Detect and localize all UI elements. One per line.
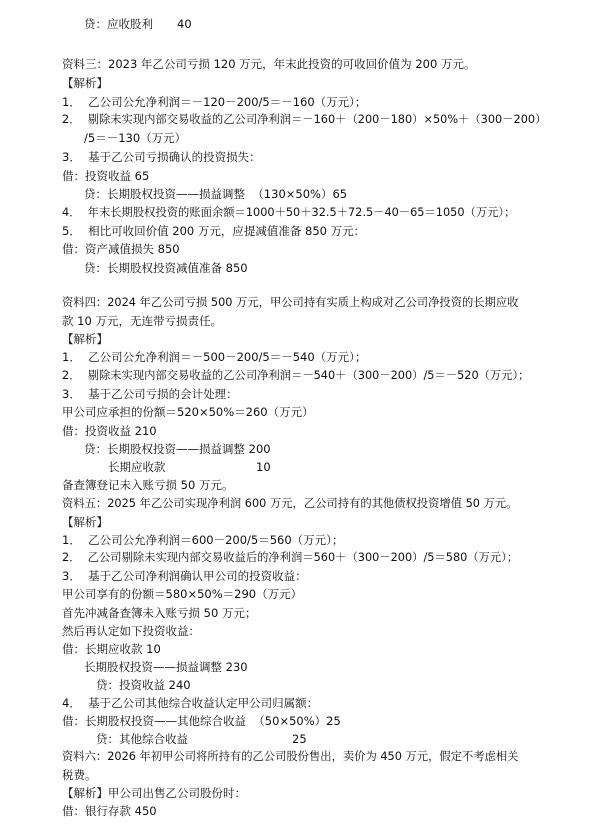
- list-item: [0, 110, 600, 130]
- text-line: 长期应收款: [108, 460, 166, 474]
- entry-amount: 40: [177, 17, 192, 31]
- text-line: 借：投资收益 210: [62, 424, 157, 438]
- list-item: [0, 347, 600, 367]
- list-item: [0, 693, 600, 713]
- entry-amount: 25: [292, 732, 307, 746]
- text-line: 贷：长期股权投资——损益调整 200: [84, 442, 271, 456]
- list-item: [0, 530, 600, 550]
- text-line: /5＝－130（万元）: [84, 131, 187, 145]
- journal-entry-credit: [0, 457, 600, 477]
- journal-entry-credit: [0, 258, 600, 278]
- text-line: 5． 相比可收回价值 200 万元，应提减值准备 850 万元：: [62, 224, 366, 238]
- list-item: [0, 548, 600, 568]
- journal-entry-credit: [0, 439, 600, 459]
- journal-entry-debit: [0, 239, 600, 259]
- text-line: 甲公司应承担的份额＝520×50%＝260（万元）: [62, 405, 314, 419]
- memo-line: [0, 603, 600, 623]
- material-4-heading-continuation: [0, 311, 600, 331]
- text-line: 借：长期应收款 10: [62, 642, 161, 656]
- text-line: 然后再认定如下投资收益：: [62, 624, 200, 638]
- text-line: 借：银行存款 450: [62, 804, 157, 818]
- text-line: 2． 乙公司剔除未实现内部交易收益后的净利润＝560＋（300－200）/5＝580（万元）；: [62, 551, 519, 564]
- list-item: [0, 92, 600, 112]
- calculation-line: [0, 584, 600, 604]
- text-line: 贷：长期股权投资——损益调整 （130×50%）65: [84, 187, 348, 201]
- material-3-heading: [0, 54, 600, 74]
- text-line: 资料五：2025 年乙公司实现净利润 600 万元，乙公司持有的其他债权投资增值 50 万元。: [62, 497, 518, 510]
- journal-entry-debit: [0, 801, 600, 821]
- text-line: 1． 乙公司公允净利润＝－500－200/5＝－540（万元）；: [62, 350, 367, 364]
- memo-line: [0, 475, 600, 495]
- list-item: [0, 203, 600, 223]
- text-line: 税费。: [62, 768, 97, 782]
- material-6-heading-continuation: [0, 765, 600, 785]
- text-line: 贷：其他综合收益: [96, 732, 188, 746]
- text-line: 首先冲减备查簿未入账亏损 50 万元；: [62, 606, 257, 620]
- text-line: 【解析】: [62, 515, 108, 529]
- list-item: [0, 147, 600, 167]
- material-4-heading: [0, 293, 600, 313]
- text-line: 贷：投资收益 240: [96, 678, 191, 692]
- text-line: 【解析】甲公司出售乙公司股份时：: [62, 786, 246, 800]
- entry-amount: 10: [256, 460, 271, 474]
- text-line: 长期股权投资——损益调整 230: [84, 660, 248, 674]
- list-item: [0, 366, 600, 386]
- text-line: 借：长期股权投资——其他综合收益 （50×50%）25: [62, 714, 341, 728]
- list-item-continuation: [0, 128, 600, 148]
- analysis-label: [0, 512, 600, 532]
- analysis-label: [0, 329, 600, 349]
- text-line: 甲公司享有的份额＝580×50%＝290（万元）: [62, 587, 303, 601]
- journal-entry-debit: [0, 657, 600, 677]
- text-line: 贷：应收股利: [84, 17, 153, 31]
- text-line: 贷：长期股权投资减值准备 850: [84, 261, 248, 275]
- text-line: 2． 剔除未实现内部交易收益的乙公司净利润＝－160＋（200－180）×50%＋（300－200）: [62, 113, 547, 126]
- material-5-heading: [0, 494, 600, 514]
- text-line: 借：资产减值损失 850: [62, 242, 180, 256]
- text-line: 1． 乙公司公允净利润＝600－200/5＝560（万元）；: [62, 533, 344, 547]
- text-line: 【解析】: [62, 76, 108, 90]
- text-line: 3． 基于乙公司亏损确认的投资损失：: [62, 150, 261, 164]
- text-line: 【解析】: [62, 332, 108, 346]
- memo-line: [0, 621, 600, 641]
- list-item: [0, 384, 600, 404]
- text-line: 3． 基于乙公司亏损的会计处理：: [62, 387, 238, 401]
- journal-entry-credit: [0, 675, 600, 695]
- list-item: [0, 566, 600, 586]
- text-line: 资料三：2023 年乙公司亏损 120 万元，年末此投资的可收回价值为 200 万元。: [62, 57, 476, 71]
- text-line: 4． 基于乙公司其他综合收益认定甲公司归属额：: [62, 696, 319, 710]
- text-line: 备查簿登记未入账亏损 50 万元。: [62, 478, 234, 492]
- journal-entry-debit: [0, 639, 600, 659]
- material-6-heading: [0, 747, 600, 767]
- journal-entry-credit: [0, 184, 600, 204]
- text-line: 借：投资收益 65: [62, 169, 150, 183]
- journal-entry-debit: [0, 166, 600, 186]
- entry-credit-dividend: [0, 14, 600, 34]
- journal-entry-debit: [0, 711, 600, 731]
- calculation-line: [0, 402, 600, 422]
- text-line: 资料四：2024 年乙公司亏损 500 万元，甲公司持有实质上构成对乙公司净投资的长期应收: [62, 296, 519, 309]
- text-line: 4． 年末长期股权投资的账面余额＝1000＋50＋32.5＋72.5－40－65＝1050（万元）；: [62, 206, 516, 219]
- journal-entry-debit: [0, 421, 600, 441]
- text-line: 1． 乙公司公允净利润＝－120－200/5＝－160（万元）；: [62, 95, 367, 109]
- analysis-label: [0, 783, 600, 803]
- text-line: 款 10 万元，无连带亏损责任。: [62, 314, 222, 328]
- text-line: 3． 基于乙公司净利润确认甲公司的投资收益：: [62, 569, 307, 583]
- list-item: [0, 221, 600, 241]
- text-line: 资料六：2026 年初甲公司将所持有的乙公司股份售出，卖价为 450 万元，假定不考虑相关: [62, 750, 519, 763]
- journal-entry-credit: [0, 729, 600, 749]
- text-line: 2． 剔除未实现内部交易收益的乙公司净利润＝－540＋（300－200）/5＝－520（万元）；: [62, 369, 530, 382]
- analysis-label: [0, 73, 600, 93]
